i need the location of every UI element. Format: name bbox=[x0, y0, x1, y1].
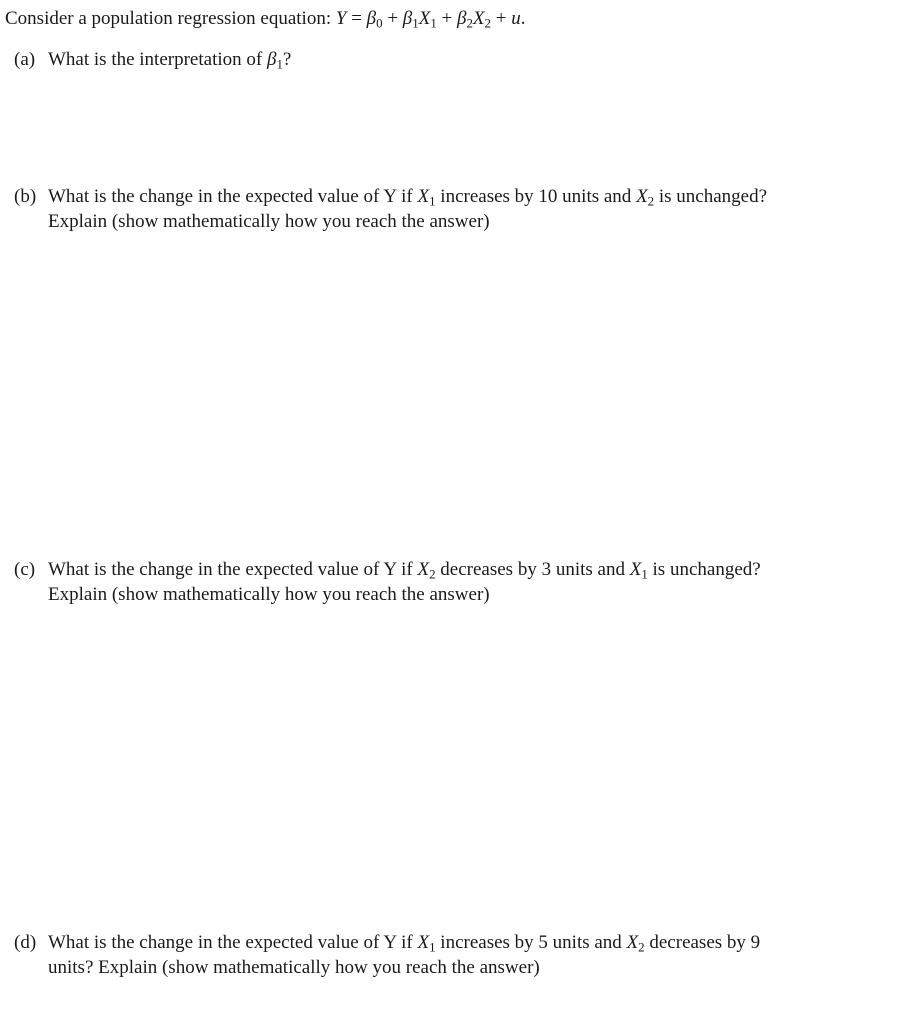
question-label: (b) bbox=[14, 186, 37, 207]
problem-statement bbox=[5, 6, 525, 31]
question-text: What is the change in the expected value of Y if $X_1$ increases by 10 units and $X_2$ is unchanged? bbox=[48, 186, 768, 209]
question-label: (a) bbox=[14, 49, 36, 70]
question-label: (d) bbox=[14, 932, 37, 953]
question-label: (c) bbox=[14, 559, 36, 580]
regression-equation: $Y = \beta_0 + \beta_1X_1 + \beta_2X_2 + u$. bbox=[335, 8, 526, 31]
question-text-line2: units? Explain (show mathematically how you reach the answer) bbox=[48, 957, 540, 978]
question-text-line2: Explain (show mathematically how you reach the answer) bbox=[48, 211, 490, 232]
question-text: What is the change in the expected value of Y if $X_2$ decreases by 3 units and $X_1$ is unchanged? bbox=[48, 559, 761, 582]
question-text-line2: Explain (show mathematically how you reach the answer) bbox=[48, 584, 490, 605]
question-text: What is the change in the expected value of Y if $X_1$ increases by 5 units and $X_2$ decreases by 9 bbox=[48, 932, 761, 955]
question-text: What is the interpretation of $\beta_1$? bbox=[48, 49, 292, 72]
intro-text: Consider a population regression equation: bbox=[5, 8, 332, 29]
